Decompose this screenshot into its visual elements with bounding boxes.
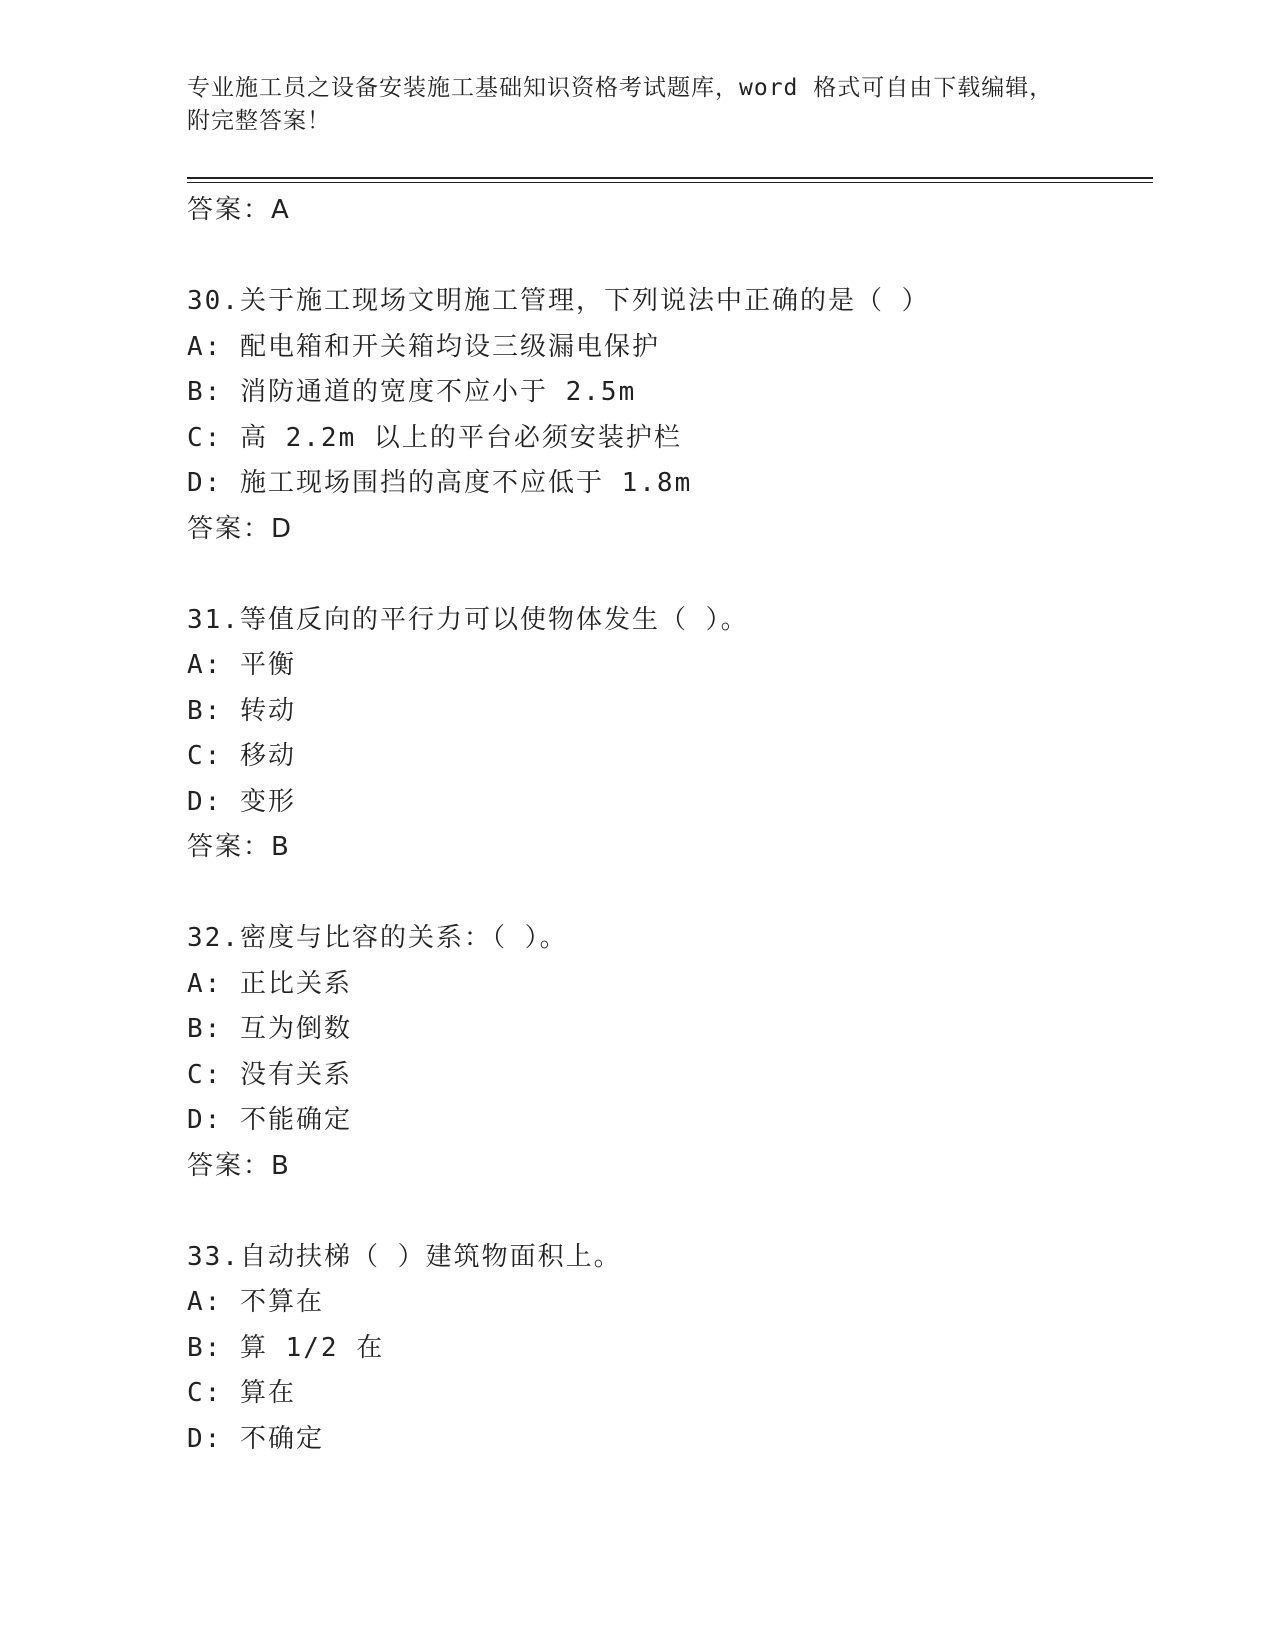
- option-b: B: 消防通道的宽度不应小于 2.5m: [187, 377, 637, 407]
- question-30: [187, 279, 1147, 552]
- header-rule-thin: [187, 182, 1153, 183]
- option-b: B: 算 1/2 在: [187, 1332, 385, 1363]
- option-c: C: 高 2.2m 以上的平台必须安装护栏: [187, 422, 682, 453]
- question-stem: 31.等值反向的平行力可以使物体发生（ ）。: [187, 604, 749, 635]
- question-32: [187, 916, 1147, 1189]
- spacer: [187, 234, 1147, 280]
- option-b: B: 转动: [187, 695, 296, 726]
- question-stem: 30.关于施工现场文明施工管理，下列说法中正确的是（ ）: [187, 286, 930, 316]
- option-c: C: 移动: [187, 741, 296, 771]
- option-a: A: 平衡: [187, 650, 296, 680]
- option-b: B: 互为倒数: [187, 1014, 352, 1044]
- question-answer: 答案：D: [187, 513, 294, 544]
- option-a: A: 配电箱和开关箱均设三级漏电保护: [187, 331, 660, 362]
- question-answer: 答案：B: [187, 1150, 291, 1181]
- previous-question-answer: 答案：A: [187, 195, 291, 225]
- option-d: D: 施工现场围挡的高度不应低于 1.8m: [187, 468, 693, 498]
- option-d: D: 变形: [187, 786, 296, 817]
- spacer: [187, 871, 1147, 917]
- option-d: D: 不确定: [187, 1423, 324, 1454]
- option-c: C: 算在: [187, 1378, 296, 1408]
- question-stem: 33.自动扶梯（ ）建筑物面积上。: [187, 1241, 622, 1272]
- header-rule-thick: [187, 177, 1153, 179]
- option-d: D: 不能确定: [187, 1105, 352, 1135]
- question-31: [187, 598, 1147, 871]
- question-answer: 答案：B: [187, 832, 291, 862]
- option-a: A: 不算在: [187, 1287, 324, 1317]
- option-c: C: 没有关系: [187, 1059, 352, 1090]
- option-a: A: 正比关系: [187, 968, 352, 999]
- spacer: [187, 1189, 1147, 1235]
- question-33: [187, 1235, 1147, 1463]
- document-header: 专业施工员之设备安装施工基础知识资格考试题库，word 格式可自由下载编辑， 附完整答案！: [187, 75, 1054, 134]
- question-list: [187, 188, 1147, 1462]
- spacer: [187, 552, 1147, 598]
- question-stem: 32.密度与比容的关系：（ ）。: [187, 923, 568, 953]
